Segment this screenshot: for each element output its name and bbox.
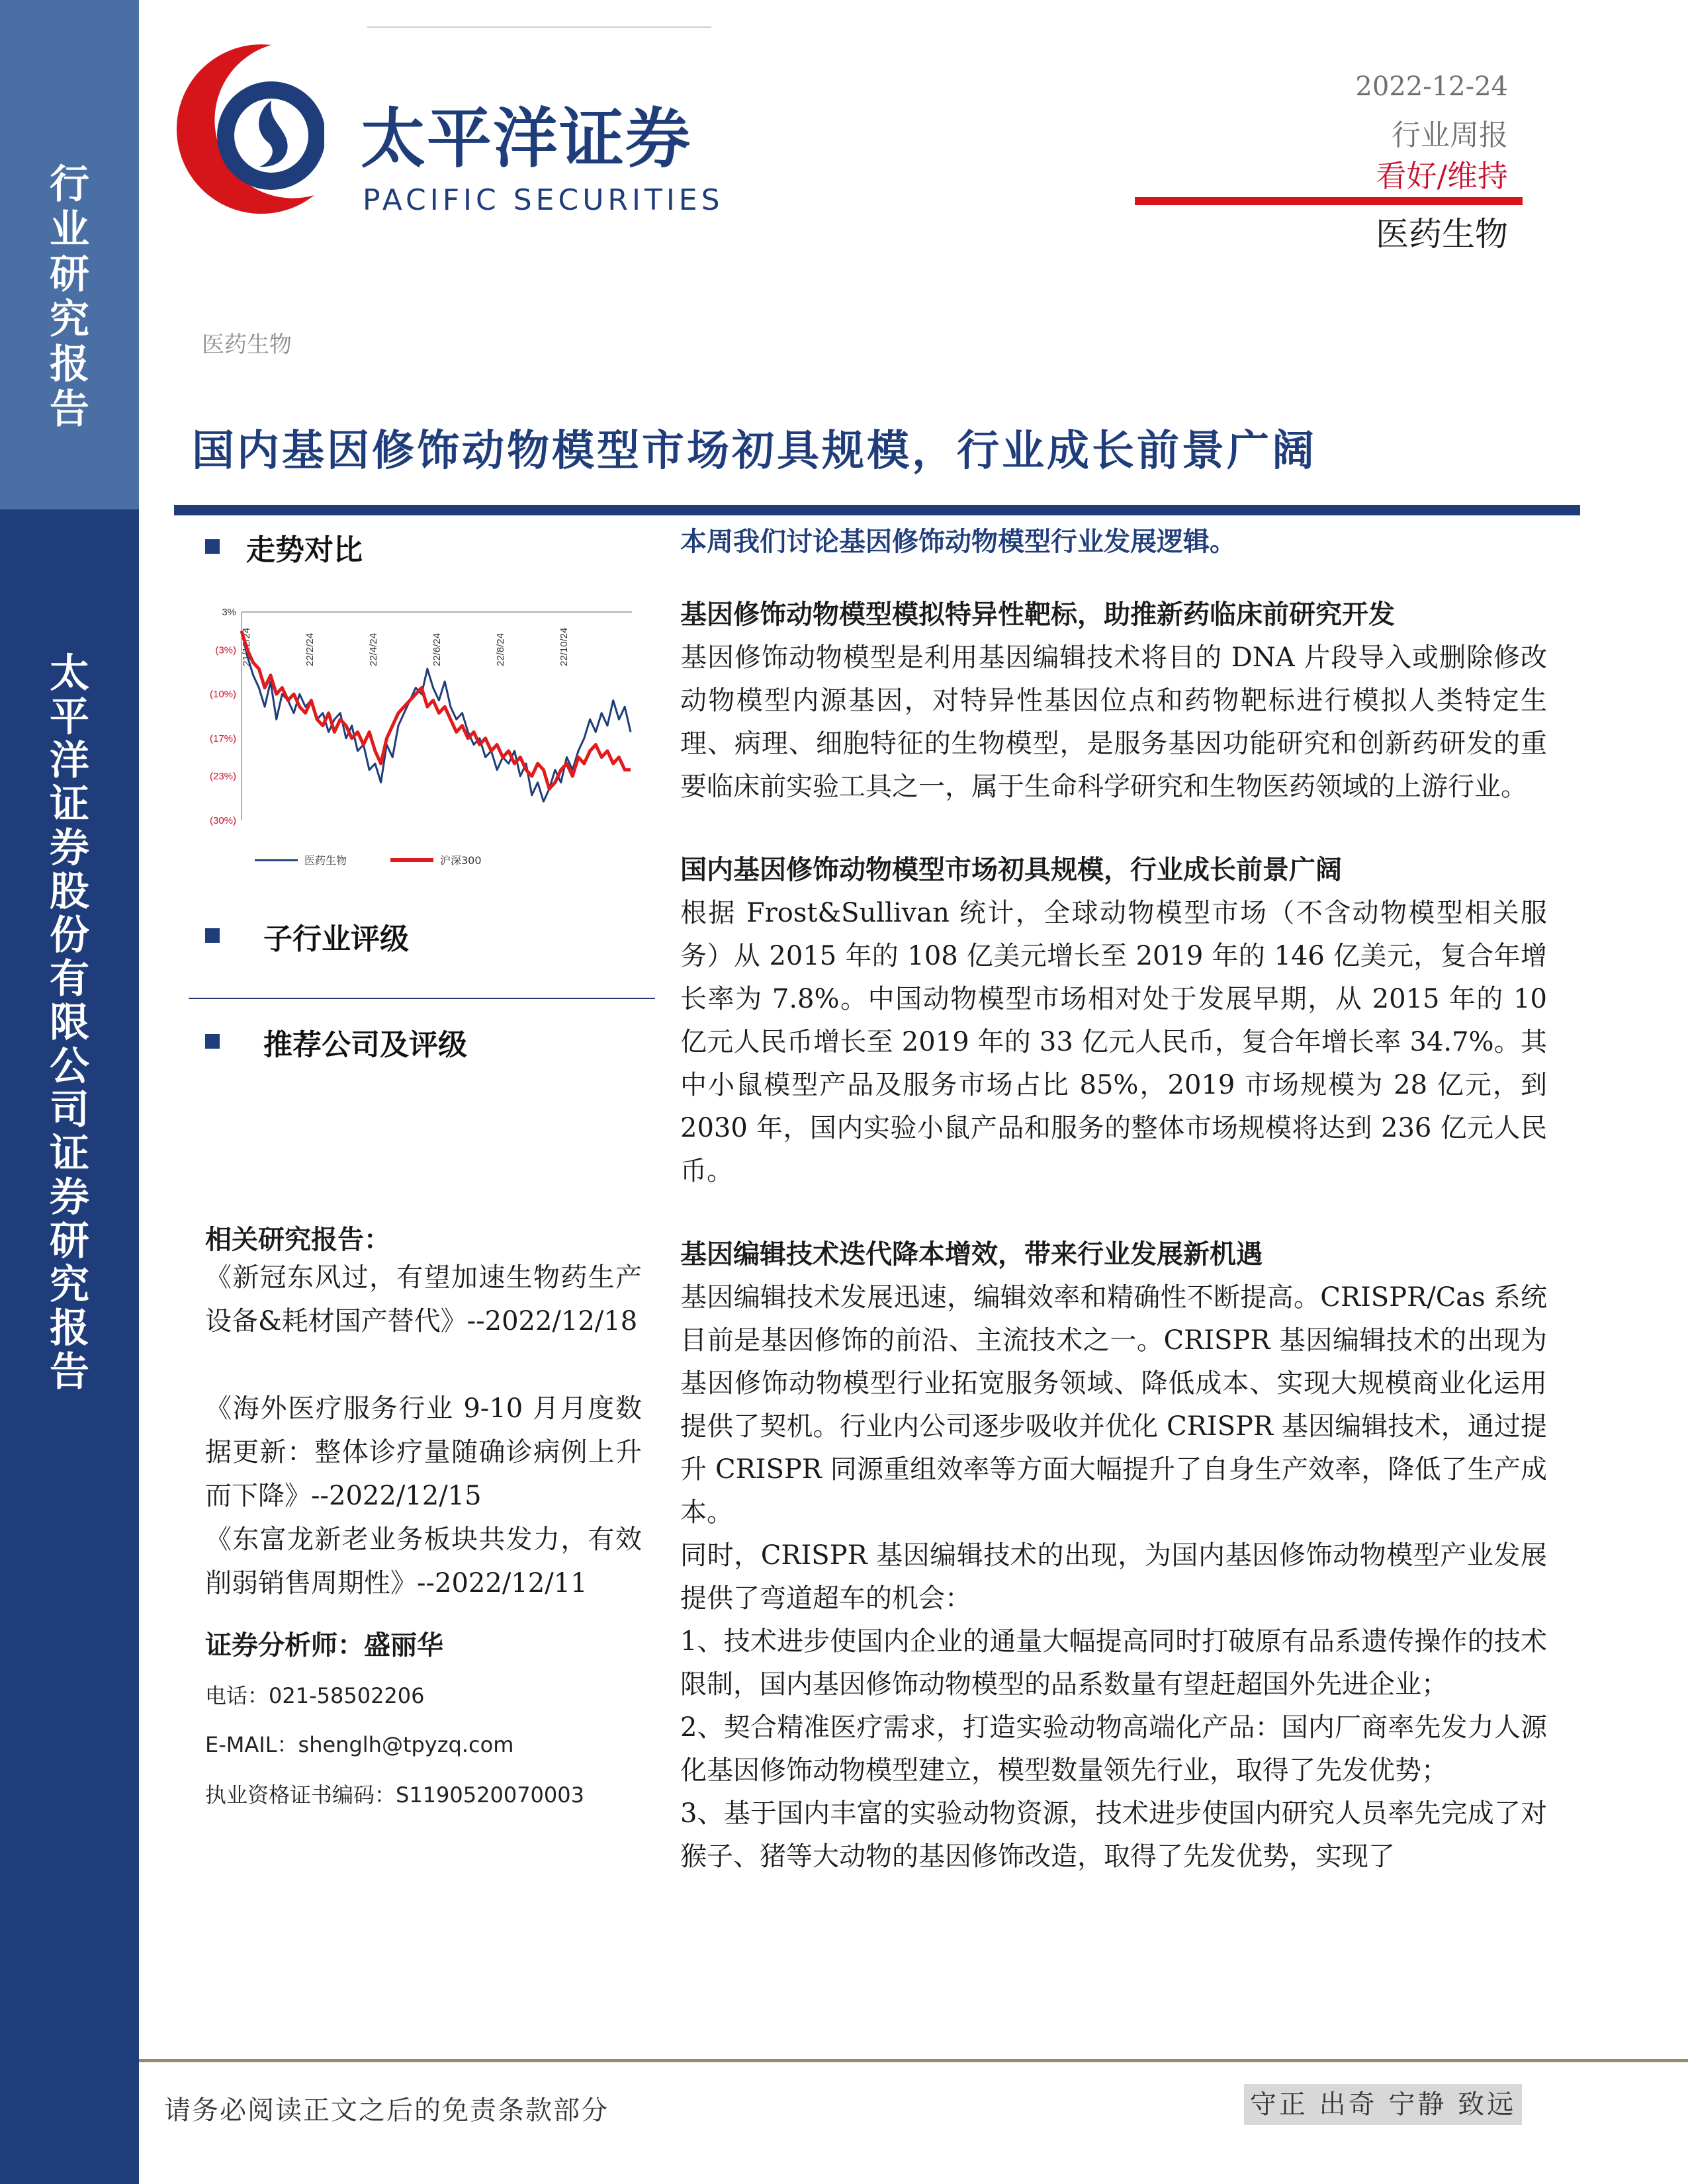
- sidebar-label-text: 行业研究报告: [50, 161, 89, 433]
- section-paragraph: 2、契合精准医疗需求，打造实验动物高端化产品：国内厂商率先发力人源化基因修饰动物模型建立，模型数量领先行业，取得了先发优势；: [680, 1712, 1547, 1786]
- header-rule: [367, 26, 711, 28]
- subsector-heading: 子行业评级: [263, 922, 409, 956]
- section-paragraph: 3、基于国内丰富的实验动物资源，技术进步使国内研究人员率先完成了对猴子、猪等大动物的基因修饰改造，取得了先发优势，实现了: [680, 1798, 1547, 1872]
- section-heading: 国内基因修饰动物模型市场初具规模，行业成长前景广阔: [680, 854, 1342, 885]
- rating-underline: [1135, 197, 1523, 205]
- analyst-license: 执业资格证书编码：S1190520070003: [205, 1782, 584, 1808]
- intro-line: 本周我们讨论基因修饰动物模型行业发展逻辑。: [680, 526, 1236, 557]
- chart-y-tick-label: (17%): [209, 732, 236, 744]
- logo-english-name: PACIFIC SECURITIES: [363, 183, 724, 217]
- breadcrumb: 医药生物: [202, 331, 292, 358]
- chart-y-tick-label: (23%): [209, 771, 236, 783]
- chart-x-tick-label: 22/4/24: [368, 633, 379, 666]
- section-paragraph: 基因编辑技术发展迅速，编辑效率和精确性不断提高。CRISPR/Cas 系统目前是基因修饰的前沿、主流技术之一。CRISPR 基因编辑技术的出现为基因修饰动物模型行业拓宽服务领域、降低成本、实现大规模商业化运用提供了契机。行业内公司逐步吸收并优化 CRISPR 基因编辑技术，通过提升 CRISPR 同源重组效率等方面大幅提升了自身生产效率，降低了生产成本。: [680, 1282, 1547, 1528]
- analyst-phone: 电话：021-58502206: [205, 1683, 425, 1708]
- chart-y-tick-label: (10%): [209, 689, 236, 701]
- related-report-link[interactable]: 《海外医疗服务行业 9-10 月月度数据更新：整体诊疗量随确诊病例上升而下降》--2022/12/15: [205, 1393, 642, 1511]
- chart-x-axis: [241, 628, 570, 666]
- section-paragraph: 1、技术进步使国内企业的通量大幅提高同时打破原有品系遗传操作的技术限制，国内基因修饰动物模型的品系数量有望赶超国外先进企业；: [680, 1626, 1547, 1700]
- sidebar-label-top: [0, 162, 139, 432]
- chart-x-tick-label: 22/8/24: [495, 633, 506, 666]
- chart-x-tick-label: 22/10/24: [558, 627, 570, 666]
- chart-legend-label: 沪深300: [440, 854, 482, 867]
- chart-y-axis: [210, 607, 236, 826]
- square-bullet-icon: [205, 539, 220, 554]
- recommend-heading: 推荐公司及评级: [263, 1028, 467, 1062]
- chart-x-tick-label: 22/6/24: [431, 633, 443, 666]
- analyst-title: 证券分析师：盛丽华: [205, 1630, 443, 1661]
- section-paragraph: 根据 Frost&Sullivan 统计，全球动物模型市场（不含动物模型相关服务）从 2015 年的 108 亿美元增长至 2019 年的 146 亿美元，复合年增长率为 7.8%。中国动物模型市场相对处于发展早期，从 2015 年的 10 亿元人民币增长至 2019 年的 33 亿元人民币，复合年增长率 34.7%。其中小鼠模型产品及服务市场占比 85%，2019 市场规模为 28 亿元，到 2030 年，国内实验小鼠产品和服务的整体市场规模将达到 236 亿元人民币。: [680, 898, 1547, 1186]
- chart-y-tick-label: 3%: [222, 607, 236, 618]
- related-report-link[interactable]: 《东富龙新老业务板块共发力，有效削弱销售周期性》--2022/12/11: [205, 1524, 642, 1598]
- sidebar-label-bottom: [0, 652, 139, 1394]
- chart-y-tick-label: (30%): [209, 815, 236, 826]
- section-heading: 基因修饰动物模型模拟特异性靶标，助推新药临床前研究开发: [680, 599, 1395, 630]
- page-title: 国内基因修饰动物模型市场初具规模，行业成长前景广阔: [192, 426, 1317, 476]
- sidebar-label-text: 太平洋证券股份有限公司证券研究报告: [50, 650, 89, 1395]
- section-heading: 基因编辑技术迭代降本增效，带来行业发展新机遇: [680, 1239, 1263, 1270]
- sector-label: 医药生物: [1376, 215, 1508, 253]
- trend-chart: [189, 592, 645, 890]
- footer-rule: [139, 2059, 1688, 2062]
- related-reports-title: 相关研究报告：: [205, 1224, 390, 1255]
- left-divider: [189, 998, 655, 999]
- footer-motto: 守正 出奇 宁静 致远: [1244, 2084, 1522, 2125]
- pacific-logo-icon: [172, 26, 324, 225]
- title-rule: [174, 505, 1580, 515]
- rating-label: 看好/维持: [1376, 158, 1508, 194]
- square-bullet-icon: [205, 1034, 220, 1049]
- report-type: 行业周报: [1392, 118, 1508, 152]
- chart-legend: [255, 854, 482, 867]
- main-content: [680, 515, 1547, 1878]
- footer-disclaimer: 请务必阅读正文之后的免责条款部分: [164, 2095, 609, 2126]
- section-paragraph: 同时，CRISPR 基因编辑技术的出现，为国内基因修饰动物模型产业发展提供了弯道超车的机会：: [680, 1540, 1547, 1614]
- trend-heading: 走势对比: [246, 533, 363, 567]
- chart-legend-label: 医药生物: [304, 854, 347, 867]
- chart-x-tick-label: 22/2/24: [304, 633, 316, 666]
- chart-x-tick-label: 21/12/24: [241, 627, 252, 666]
- report-date: 2022-12-24: [1355, 71, 1508, 102]
- section-paragraph: 基因修饰动物模型是利用基因编辑技术将目的 DNA 片段导入或删除修改动物模型内源基因，对特异性基因位点和药物靶标进行模拟人类特定生理、病理、细胞特征的生物模型，是服务基因功能研究和创新药研发的重要临床前实验工具之一，属于生命科学研究和生物医药领域的上游行业。: [680, 642, 1547, 802]
- logo-chinese-name: 太平洋证券: [361, 101, 692, 177]
- related-report-link[interactable]: 《新冠东风过，有望加速生物药生产设备&耗材国产替代》--2022/12/18: [205, 1262, 642, 1336]
- chart-y-tick-label: (3%): [215, 644, 236, 656]
- square-bullet-icon: [205, 928, 220, 943]
- analyst-email[interactable]: E-MAIL：shenglh@tpyzq.com: [205, 1732, 514, 1757]
